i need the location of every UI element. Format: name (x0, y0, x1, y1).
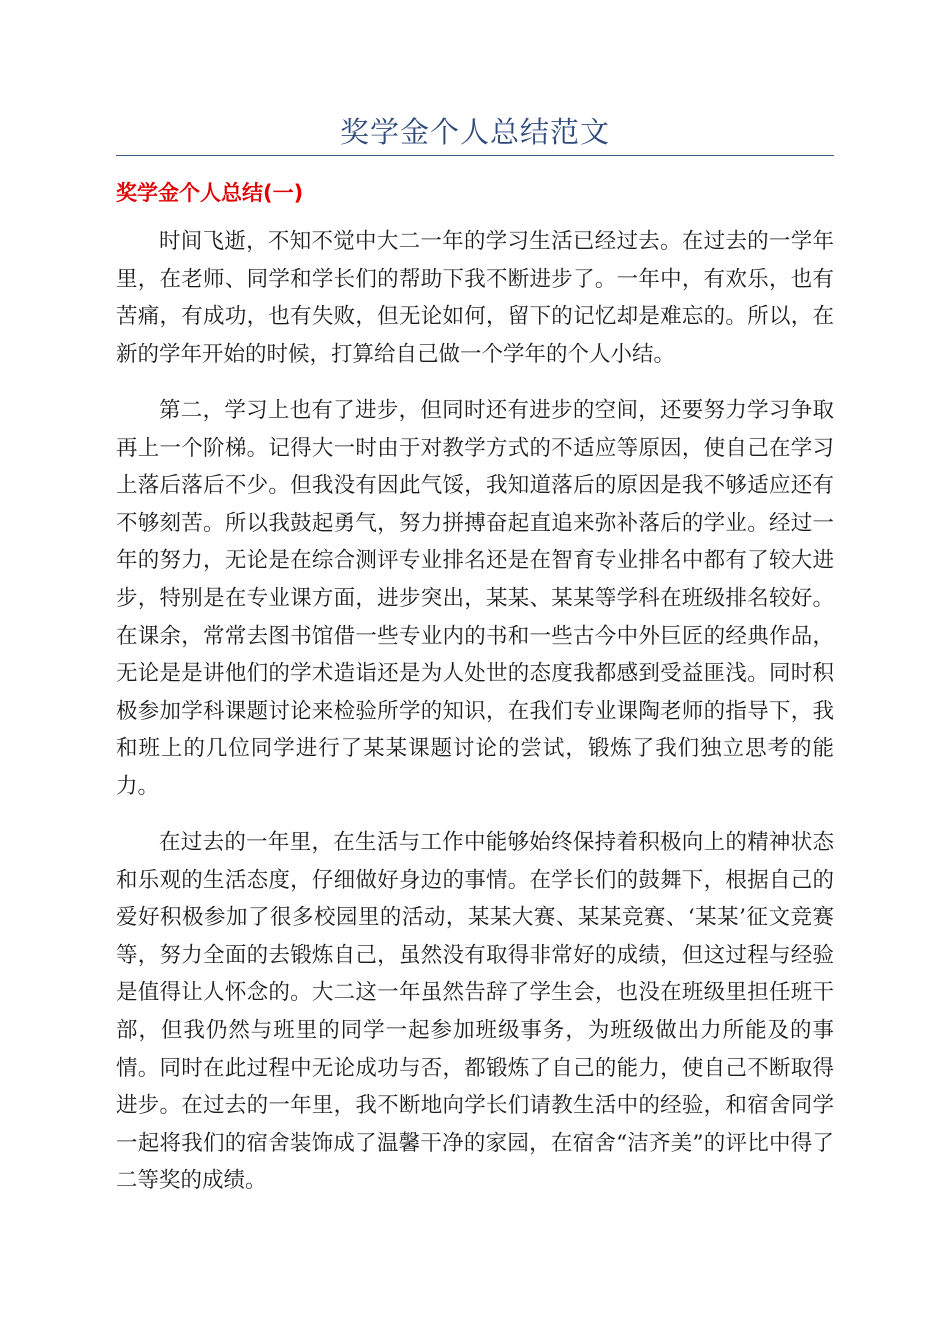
body-paragraph-1: 时间飞逝，不知不觉中大二一年的学习生活已经过去。在过去的一学年里，在老师、同学和学长们的帮助下我不断进步了。一年中，有欢乐，也有苦痛，有成功，也有失败，但无论如何，留下的记忆却是难忘的。所以，在新的学年开始的时候，打算给自己做一个学年的个人小结。 (116, 229, 834, 367)
body-paragraph-2: 第二，学习上也有了进步，但同时还有进步的空间，还要努力学习争取再上一个阶梯。记得大一时由于对教学方式的不适应等原因，使自己在学习上落后落后不少。但我没有因此气馁，我知道落后的原因是我不够适应还有不够刻苦。所以我鼓起勇气，努力拼搏奋起直追来弥补落后的学业。经过一年的努力，无论是在综合测评专业排名还是在智育专业排名中都有了较大进步，特别是在专业课方面，进步突出，某某、某某等学科在班级排名较好。在课余，常常去图书馆借一些专业内的书和一些古今中外巨匠的经典作品，无论是是讲他们的学术造诣还是为人处世的态度我都感到受益匪浅。同时积极参加学科课题讨论来检验所学的知识，在我们专业课陶老师的指导下，我和班上的几位同学进行了某某课题讨论的尝试，锻炼了我们独立思考的能力。 (116, 398, 834, 799)
document-title: 奖学金个人总结范文 (339, 115, 610, 149)
title-divider (116, 155, 834, 156)
section-heading: 奖学金个人总结(一) (116, 181, 304, 205)
body-paragraph-3: 在过去的一年里，在生活与工作中能够始终保持着积极向上的精神状态和乐观的生活态度，仔细做好身边的事情。在学长们的鼓舞下，根据自己的爱好积极参加了很多校园里的活动，某某大赛、某某竞赛、‘某某’征文竞赛等，努力全面的去锻炼自己，虽然没有取得非常好的成绩，但这过程与经验是值得让人怀念的。大二这一年虽然告辞了学生会，也没在班级里担任班干部，但我仍然与班里的同学一起参加班级事务，为班级做出力所能及的事情。同时在此过程中无论成功与否，都锻炼了自己的能力，使自己不断取得进步。在过去的一年里，我不断地向学长们请教生活中的经验，和宿舍同学一起将我们的宿舍装饰成了温馨干净的家园，在宿舍“洁齐美”的评比中得了二等奖的成绩。 (116, 830, 834, 1194)
